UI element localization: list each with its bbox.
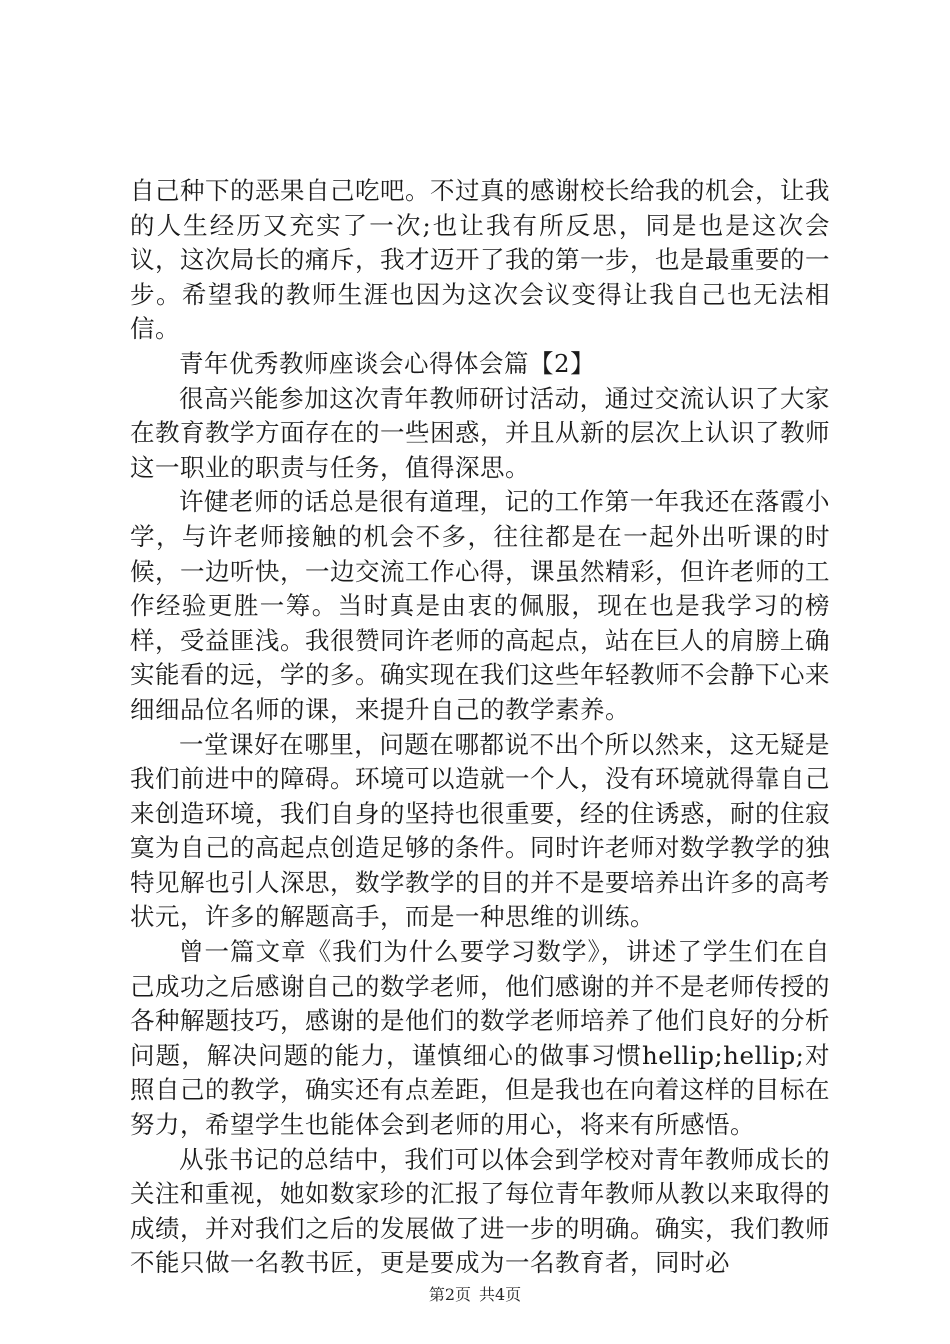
paragraph: 许健老师的话总是很有道理，记的工作第一年我还在落霞小学，与许老师接触的机会不多，往往都是在一起外出听课的时候，一边听快，一边交流工作心得，课虽然精彩，但许老师的工作经验更胜一筹。当时真是由衷的佩服，现在也是我学习的榜样，受益匪浅。我很赞同许老师的高起点，站在巨人的肩膀上确实能看的远，学的多。确实现在我们这些年轻教师不会静下心来细细品位名师的课，来提升自己的教学素养。 [130,487,830,724]
paragraph: 自己种下的恶果自己吃吧。不过真的感谢校长给我的机会，让我的人生经历又充实了一次;也让我有所反思，同是也是这次会议，这次局长的痛斥，我才迈开了我的第一步，也是最重要的一步。希望我的教师生涯也因为这次会议变得让我自己也无法相信。 [130,176,830,344]
page-total: 共4页 [479,1285,522,1304]
paragraph: 曾一篇文章《我们为什么要学习数学》，讲述了学生们在自己成功之后感谢自己的数学老师，他们感谢的并不是老师传授的各种解题技巧，感谢的是他们的数学老师培养了他们良好的分析问题，解决问题的能力，谨慎细心的做事习惯hellip;hellip;对照自己的教学，确实还有点差距，但是我也在向着这样的目标在努力，希望学生也能体会到老师的用心，将来有所感悟。 [130,937,830,1140]
page-number: 第2页 [428,1285,471,1304]
paragraph: 一堂课好在哪里，问题在哪都说不出个所以然来，这无疑是我们前进中的障碍。环境可以造就一个人，没有环境就得靠自己来创造环境，我们自身的坚持也很重要，经的住诱惑，耐的住寂寞为自己的高起点创造足够的条件。同时许老师对数学教学的独特见解也引人深思，数学教学的目的并不是要培养出许多的高考状元，许多的解题高手，而是一种思维的训练。 [130,729,830,932]
paragraph: 很高兴能参加这次青年教师研讨活动，通过交流认识了大家在教育教学方面存在的一些困惑，并且从新的层次上认识了教师这一职业的职责与任务，值得深思。 [130,383,830,482]
page-footer [0,1285,950,1305]
paragraph: 从张书记的总结中，我们可以体会到学校对青年教师成长的关注和重视，她如数家珍的汇报了每位青年教师从教以来取得的成绩，并对我们之后的发展做了进一步的明确。确实，我们教师不能只做一名教书匠，更是要成为一名教育者，同时必 [130,1144,830,1278]
section-heading: 青年优秀教师座谈会心得体会篇【2】 [179,348,596,378]
document-body [130,174,830,1281]
